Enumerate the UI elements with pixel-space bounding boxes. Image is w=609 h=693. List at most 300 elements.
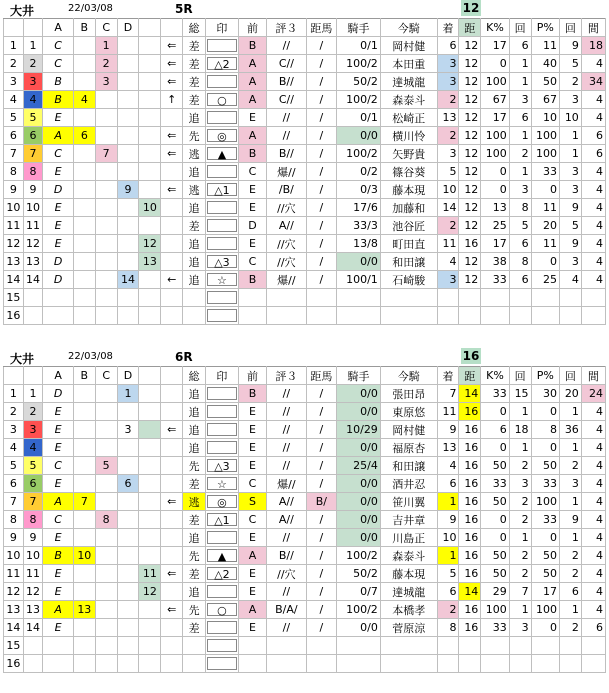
column-header-pp: P% [531,367,559,385]
table-row[interactable] [4,529,606,547]
cell-jockey: 酒井忍 [380,475,437,493]
cell-r1 [509,307,531,325]
cell-r1: 6 [509,271,531,289]
cell-kp: 100 [481,73,509,91]
cell-eval: B// [267,547,306,565]
table-row[interactable] [4,619,606,637]
table-row[interactable] [4,403,606,421]
cell-r1: 3 [509,91,531,109]
cell-B [73,289,95,307]
cell-km: 16 [459,421,481,439]
row-number: 5 [4,109,24,127]
cell-mark [206,235,239,253]
cell-kp: 50 [481,565,509,583]
cell-rate: 10/29 [337,421,381,439]
cell-D [117,163,139,181]
gate-number [23,289,43,307]
cell-kp: 50 [481,493,509,511]
mark-box[interactable]: ☆ [207,477,237,490]
cell-r2: 2 [559,457,581,475]
mark-box[interactable] [207,657,237,670]
cell-B [73,475,95,493]
cell-r2: 9 [559,235,581,253]
cell-C [95,403,117,421]
cell-mark [206,91,239,109]
cell-D2 [139,493,161,511]
cell-pre: E [238,421,266,439]
cell-C: 7 [95,145,117,163]
gate-number: 3 [23,421,43,439]
cell-pos: 6 [437,583,459,601]
cell-B [73,271,95,289]
cell-pos [437,655,459,673]
cell-A: E [43,235,74,253]
cell-eval: // [267,109,306,127]
cell-pp: 0 [531,619,559,637]
cell-kp: 25 [481,217,509,235]
mark-box[interactable] [207,219,237,232]
column-header-kind: 総 [183,19,206,37]
cell-kp: 17 [481,109,509,127]
mark-box[interactable] [207,201,237,214]
table-row[interactable] [4,37,606,55]
cell-pre [238,289,266,307]
cell-dist: / [306,73,337,91]
table-row[interactable] [4,127,606,145]
gate-number: 11 [23,565,43,583]
cell-D2 [139,271,161,289]
table-row[interactable] [4,385,606,403]
gate-number: 12 [23,583,43,601]
cell-kp: 100 [481,127,509,145]
cell-pos: 10 [437,181,459,199]
cell-mark [206,289,239,307]
table-row[interactable] [4,637,606,655]
table-row[interactable] [4,655,606,673]
cell-dist: / [306,403,337,421]
cell-kind: 差 [183,475,206,493]
cell-pre: E [238,235,266,253]
mark-box[interactable] [207,111,237,124]
row-number: 2 [4,403,24,421]
mark-box[interactable] [207,75,237,88]
cell-C: 5 [95,457,117,475]
cell-km: 12 [459,73,481,91]
gate-number: 13 [23,601,43,619]
cell-pp: 10 [531,109,559,127]
cell-pre: E [238,439,266,457]
cell-pos: 13 [437,439,459,457]
mark-box[interactable]: △3 [207,255,237,268]
cell-gap: 18 [581,37,605,55]
cell-km [459,637,481,655]
cell-D [117,403,139,421]
cell-r1 [509,289,531,307]
cell-A: E [43,475,74,493]
table-row[interactable] [4,91,606,109]
column-header-dist: 距馬 [306,367,337,385]
column-header-D: D [117,19,139,37]
cell-A [43,307,74,325]
cell-r1: 3 [509,475,531,493]
cell-pos: 2 [437,217,459,235]
cell-C [95,163,117,181]
cell-dist: / [306,547,337,565]
cell-rate [337,637,381,655]
cell-kind: 差 [183,217,206,235]
date-label: 22/03/08 [68,351,113,362]
table-row[interactable] [4,271,606,289]
table-row[interactable] [4,109,606,127]
mark-box[interactable]: ▲ [207,147,237,160]
cell-dist [306,637,337,655]
mark-box[interactable]: △1 [207,513,237,526]
table-row[interactable] [4,421,606,439]
cell-pp: 11 [531,37,559,55]
mark-box[interactable] [207,309,237,322]
mark-box[interactable] [207,237,237,250]
cell-km: 12 [459,271,481,289]
cell-D2 [139,511,161,529]
cell-D2 [139,421,161,439]
table-row[interactable] [4,55,606,73]
gate-number: 5 [23,457,43,475]
table-row[interactable] [4,73,606,91]
cell-kind: 追 [183,403,206,421]
table-row[interactable] [4,439,606,457]
mark-box[interactable]: ○ [207,93,237,106]
column-header-jockey: 今騎 [380,367,437,385]
cell-mark [206,55,239,73]
cell-jockey: 篠谷葵 [380,163,437,181]
cell-A: B [43,73,74,91]
cell-pos [437,307,459,325]
cell-rate: 0/3 [337,181,381,199]
mark-box[interactable] [207,405,237,418]
cell-mark [206,271,239,289]
cell-rate: 0/7 [337,583,381,601]
cell-pos: 7 [437,385,459,403]
cell-D [117,619,139,637]
cell-km [459,289,481,307]
cell-C [95,529,117,547]
cell-pre: E [238,583,266,601]
cell-C [95,181,117,199]
cell-r2: 3 [559,475,581,493]
table-row[interactable] [4,163,606,181]
cell-kind: 先 [183,547,206,565]
cell-gap: 34 [581,73,605,91]
column-header-kind: 総 [183,367,206,385]
cell-B [73,199,95,217]
table-row[interactable] [4,493,606,511]
cell-jockey [380,637,437,655]
cell-kind: 追 [183,439,206,457]
cell-B [73,439,95,457]
cell-kind: 追 [183,253,206,271]
cell-kind: 追 [183,529,206,547]
mark-box[interactable]: △1 [207,183,237,196]
cell-D2 [139,145,161,163]
cell-A: C [43,145,74,163]
cell-pre: A [238,73,266,91]
cell-C [95,565,117,583]
cell-kind [183,655,206,673]
cell-D2 [139,217,161,235]
cell-rate: 0/0 [337,511,381,529]
cell-B: 13 [73,601,95,619]
cell-pre: C [238,253,266,271]
table-row[interactable] [4,475,606,493]
cell-D2 [139,163,161,181]
gate-number: 11 [23,217,43,235]
cell-D2 [139,181,161,199]
cell-r2: 2 [559,73,581,91]
cell-kind: 先 [183,601,206,619]
cell-pos: 14 [437,199,459,217]
table-row[interactable] [4,457,606,475]
cell-km [459,655,481,673]
cell-eval: // [267,37,306,55]
header-row [4,367,606,385]
mark-box[interactable] [207,165,237,178]
cell-A: B [43,91,74,109]
table-row[interactable] [4,289,606,307]
cell-gap: 4 [581,55,605,73]
cell-rate: 100/2 [337,547,381,565]
gate-number: 14 [23,619,43,637]
cell-r2: 36 [559,421,581,439]
column-header-B: B [73,367,95,385]
cell-B [73,565,95,583]
header-blank [4,19,24,37]
table-row[interactable] [4,601,606,619]
cell-B [73,55,95,73]
cell-A: E [43,163,74,181]
cell-D2 [139,619,161,637]
cell-kind: 差 [183,37,206,55]
cell-dist: / [306,511,337,529]
cell-A: E [43,529,74,547]
cell-A: A [43,493,74,511]
cell-pre: B [238,37,266,55]
cell-kp [481,655,509,673]
gate-number [23,655,43,673]
row-number: 15 [4,637,24,655]
cell-pos [437,289,459,307]
cell-pos: 5 [437,163,459,181]
cell-C [95,655,117,673]
cell-r2: 5 [559,55,581,73]
mark-box[interactable]: ☆ [207,273,237,286]
mark-box[interactable] [207,639,237,652]
gate-number: 8 [23,511,43,529]
cell-mark [206,583,239,601]
cell-D2: 11 [139,565,161,583]
cell-jockey: 岡村健 [380,421,437,439]
cell-A: E [43,421,74,439]
mark-box[interactable]: ◎ [207,129,237,142]
mark-box[interactable]: ○ [207,603,237,616]
cell-r2: 1 [559,493,581,511]
cell-pre [238,655,266,673]
cell-pre: C [238,475,266,493]
cell-C [95,91,117,109]
table-row[interactable] [4,253,606,271]
cell-jockey: 東原悠 [380,403,437,421]
cell-jockey: 町田直 [380,235,437,253]
mark-box[interactable]: △2 [207,57,237,70]
cell-arrow: ⇐ [161,37,183,55]
race-sheet-6r [0,348,609,673]
cell-r1: 8 [509,253,531,271]
cell-arrow [161,217,183,235]
mark-box[interactable]: ▲ [207,549,237,562]
table-row[interactable] [4,307,606,325]
cell-pp: 67 [531,91,559,109]
cell-D [117,529,139,547]
cell-arrow [161,529,183,547]
mark-box[interactable] [207,39,237,52]
row-number: 5 [4,457,24,475]
cell-pp: 50 [531,565,559,583]
cell-r2: 4 [559,271,581,289]
table-row[interactable] [4,235,606,253]
mark-box[interactable]: △2 [207,567,237,580]
cell-D [117,439,139,457]
cell-r1: 6 [509,235,531,253]
cell-mark [206,109,239,127]
cell-km: 16 [459,619,481,637]
cell-D [117,217,139,235]
cell-dist: / [306,619,337,637]
cell-kind: 逃 [183,145,206,163]
cell-arrow [161,583,183,601]
cell-pp [531,289,559,307]
mark-box[interactable]: ◎ [207,495,237,508]
cell-kind: 差 [183,619,206,637]
cell-B [73,637,95,655]
cell-A: E [43,583,74,601]
table-row[interactable] [4,547,606,565]
cell-C [95,439,117,457]
cell-rate: 0/0 [337,493,381,511]
cell-r2: 6 [559,583,581,601]
cell-C [95,421,117,439]
cell-r2 [559,289,581,307]
cell-eval: C// [267,55,306,73]
cell-arrow [161,637,183,655]
cell-D [117,91,139,109]
mark-box[interactable] [207,585,237,598]
cell-dist [306,289,337,307]
cell-arrow [161,163,183,181]
venue-label: 大井 [10,352,35,366]
mark-box[interactable] [207,291,237,304]
cell-dist: / [306,55,337,73]
mark-box[interactable]: △3 [207,459,237,472]
cell-A: E [43,199,74,217]
column-header-pp: P% [531,19,559,37]
cell-kind: 逃 [183,493,206,511]
table-row[interactable] [4,199,606,217]
cell-A: E [43,109,74,127]
cell-r2: 2 [559,547,581,565]
cell-dist: / [306,253,337,271]
column-header-mark: 印 [206,367,239,385]
mark-box[interactable] [207,441,237,454]
table-row[interactable] [4,217,606,235]
cell-dist: / [306,565,337,583]
column-header-rate: 騎手 [337,19,381,37]
cell-r2: 1 [559,403,581,421]
cell-B [73,511,95,529]
cell-r2: 10 [559,109,581,127]
cell-mark [206,307,239,325]
cell-r2: 9 [559,511,581,529]
mark-box[interactable] [207,387,237,400]
cell-mark [206,403,239,421]
column-header-pre: 前 [238,19,266,37]
cell-pp: 17 [531,583,559,601]
cell-eval: //穴 [267,253,306,271]
cell-arrow [161,439,183,457]
row-number: 16 [4,655,24,673]
cell-rate: 0/1 [337,109,381,127]
cell-mark [206,181,239,199]
gate-number: 3 [23,73,43,91]
cell-r2: 1 [559,529,581,547]
cell-km: 16 [459,529,481,547]
cell-eval: A// [267,493,306,511]
cell-eval: //穴 [267,199,306,217]
cell-eval: 爆// [267,271,306,289]
cell-B [73,163,95,181]
cell-r2: 3 [559,163,581,181]
table-row[interactable] [4,145,606,163]
cell-r1: 6 [509,37,531,55]
header-row [4,19,606,37]
cell-pos: 13 [437,109,459,127]
cell-B [73,655,95,673]
cell-B: 4 [73,91,95,109]
cell-eval: B// [267,73,306,91]
table-row[interactable] [4,565,606,583]
mark-box[interactable] [207,621,237,634]
cell-pre: E [238,199,266,217]
gate-number: 9 [23,529,43,547]
mark-box[interactable] [207,531,237,544]
cell-dist: / [306,475,337,493]
entries-table [3,366,606,673]
gate-number: 10 [23,547,43,565]
mark-box[interactable] [207,423,237,436]
table-row[interactable] [4,511,606,529]
cell-arrow [161,235,183,253]
cell-r1: 6 [509,109,531,127]
cell-pre [238,307,266,325]
header-blank [23,19,43,37]
cell-eval [267,289,306,307]
cell-jockey [380,289,437,307]
table-row[interactable] [4,583,606,601]
cell-pre: B [238,145,266,163]
gate-number: 10 [23,199,43,217]
cell-pre: A [238,601,266,619]
table-row[interactable] [4,181,606,199]
gate-number: 5 [23,109,43,127]
cell-jockey: 本橋孝 [380,601,437,619]
